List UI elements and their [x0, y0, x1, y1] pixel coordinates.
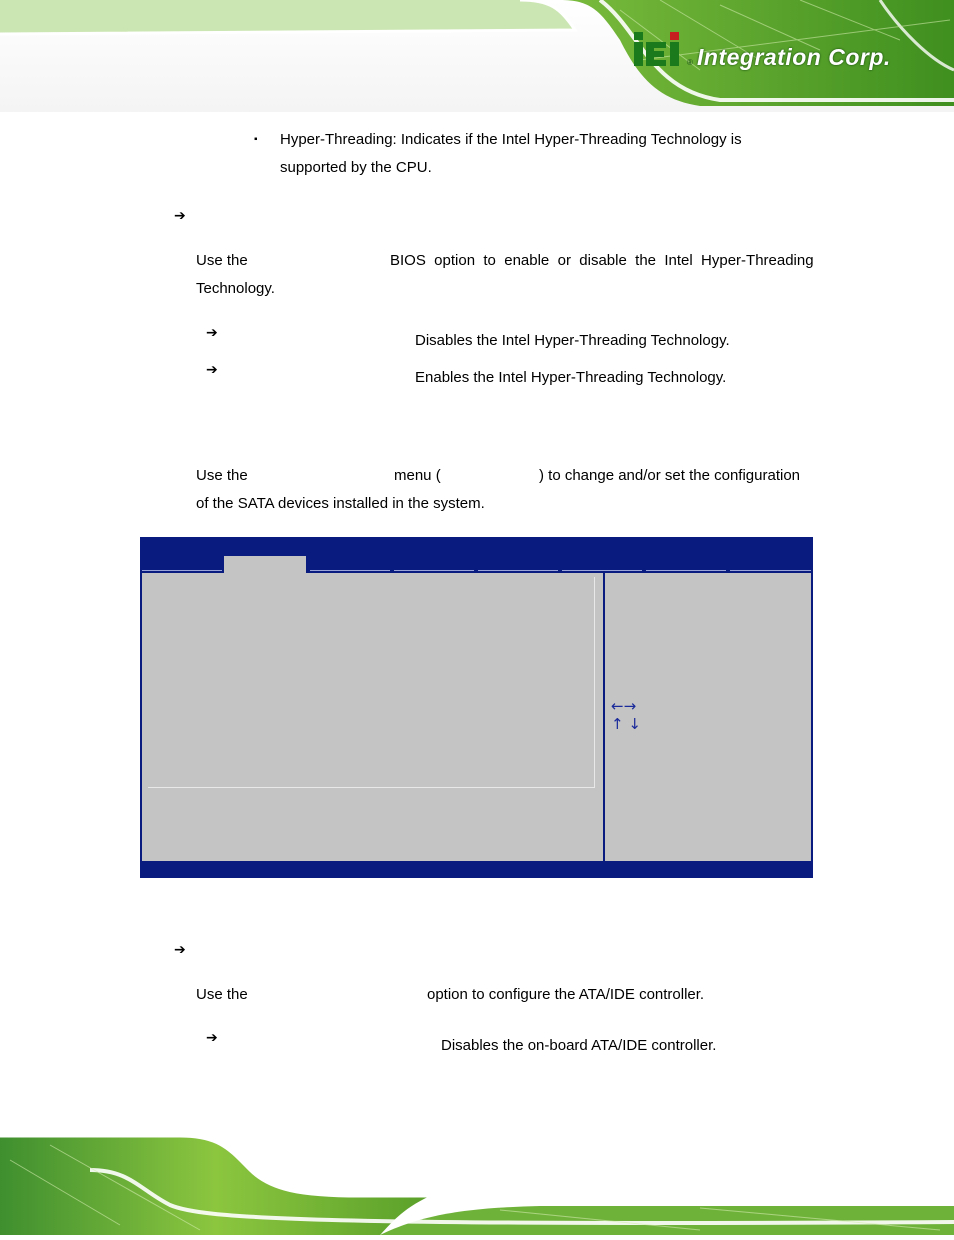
section3-rest: option to configure the ATA/IDE controller.	[427, 986, 705, 1003]
bios-tab	[730, 556, 811, 571]
page-header	[0, 0, 954, 112]
left-right-arrow-icon: ←→	[611, 697, 637, 715]
bios-tab	[394, 556, 474, 571]
section1-bios-text: BIOS option to enable or disable the Intel Hyper-Threading	[390, 252, 814, 269]
section-arrow-icon: ➔	[174, 942, 186, 958]
bios-screenshot	[140, 537, 813, 878]
section1-use-the: Use the	[196, 252, 248, 269]
section1-line-2: Technology.	[196, 280, 275, 297]
option-disabled-desc: Disables the Intel Hyper-Threading Technology.	[415, 332, 730, 349]
section3-use-the: Use the	[196, 986, 248, 1003]
bios-tab	[310, 556, 390, 571]
section2-rest: ) to change and/or set the configuration	[539, 467, 801, 484]
section2-use-the: Use the	[196, 467, 248, 484]
iei-logo-icon	[632, 30, 690, 68]
bios-tab-active	[224, 556, 306, 573]
bullet-marker: ▪	[254, 134, 258, 145]
bios-tab	[142, 556, 222, 571]
brand-name: Integration Corp.	[697, 44, 891, 70]
option-arrow-icon: ➔	[206, 362, 218, 378]
section2-line-2: of the SATA devices installed in the system.	[196, 495, 485, 512]
registered-mark: ®	[687, 58, 693, 67]
option-arrow-icon: ➔	[206, 325, 218, 341]
up-down-arrow-icon: ↑ ↓	[611, 715, 641, 733]
bios-tab	[562, 556, 642, 571]
bios-settings-frame	[148, 577, 595, 788]
bios-status-bar	[142, 861, 811, 876]
option-disabled-desc: Disables the on-board ATA/IDE controller.	[441, 1037, 717, 1054]
section-arrow-icon: ➔	[174, 208, 186, 224]
bios-help-panel	[605, 573, 811, 861]
bios-tab	[478, 556, 558, 571]
bullet-line-1: Hyper-Threading: Indicates if the Intel Hyper-Threading Technology is	[280, 131, 742, 148]
footer-graphic	[0, 1130, 954, 1235]
option-enabled-desc: Enables the Intel Hyper-Threading Technology.	[415, 369, 727, 386]
option-arrow-icon: ➔	[206, 1030, 218, 1046]
bios-tab	[646, 556, 726, 571]
section2-menu: menu (	[394, 467, 441, 484]
page-footer	[0, 1130, 954, 1235]
bullet-line-2: supported by the CPU.	[280, 159, 432, 176]
